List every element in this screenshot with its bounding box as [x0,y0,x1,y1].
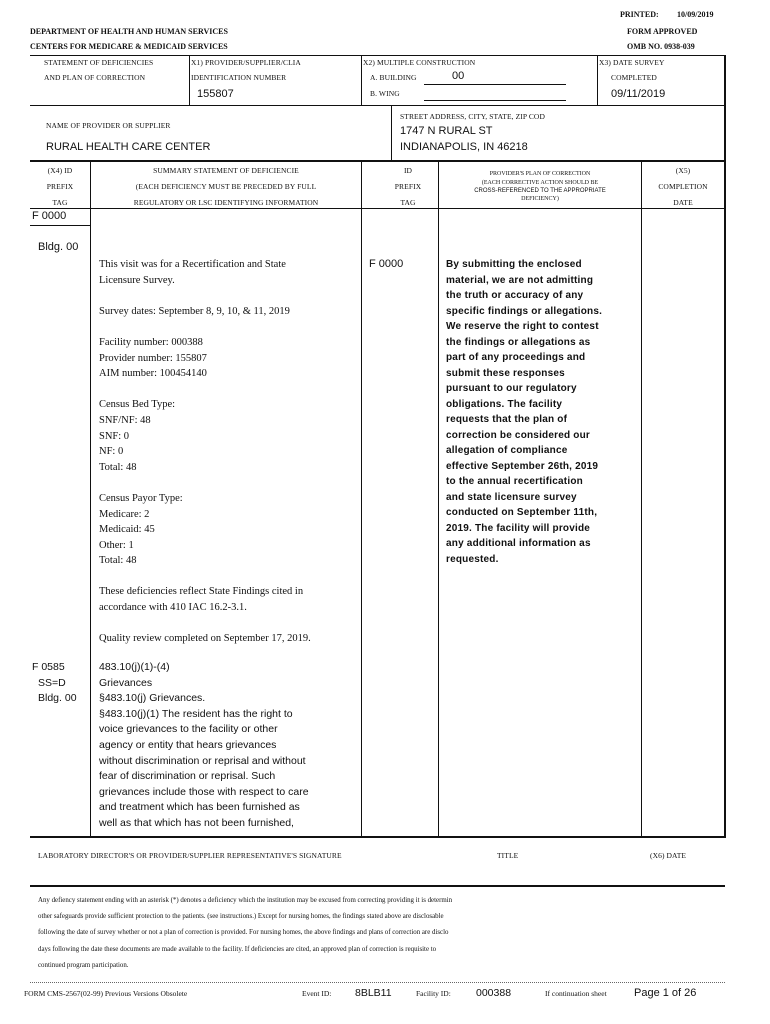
address-label: STREET ADDRESS, CITY, STATE, ZIP COD [400,112,545,121]
provider-name-value: RURAL HEALTH CARE CENTER [46,141,211,153]
summary-line: Medicare: 2 [99,508,150,520]
footnote-line: other safeguards provide sufficient protection to the patients. (see instructions.) Except for nursing homes, the findings stated above are disclosable [38,913,444,921]
summary-line [99,288,311,304]
divider [361,55,362,105]
summary-line: Grievances [99,676,153,689]
plan-line: requests that the plan of [446,414,568,425]
divider [30,160,725,162]
centers-title: CENTERS FOR MEDICARE & MEDICAID SERVICES [30,42,228,51]
id-header: PREFIX [394,182,422,191]
x4-header: TAG [52,198,68,207]
plan-line: allegation of compliance [446,445,568,456]
column-divider [90,160,91,836]
plan-header: DEFICIENCY) [521,196,559,202]
divider [189,55,190,105]
tag-line: Bldg. 00 [38,692,77,704]
tag-line: F 0585 [32,661,65,673]
summary-line [99,382,311,398]
plan-line: specific findings or allegations. [446,305,603,317]
tag-f0000: F 0000 [32,210,67,222]
summary-header: REGULATORY OR LSC IDENTIFYING INFORMATION [133,198,319,207]
tag-line: SS=D [38,676,66,689]
footnote-line: days following the date these documents are made available to the facility. If deficiencies are cited, an approved plan of correction is requisite to [38,945,437,953]
summary-line: This visit was for a Recertification and State [99,259,286,270]
plan-of-correction [446,257,602,567]
plan-line: the findings or allegations as [446,336,591,348]
summary-line: voice grievances to the facility or other [99,723,278,736]
summary-line: Licensure Survey. [99,274,175,286]
column-divider [641,160,642,836]
summary-line [99,319,311,335]
continuation-label: If continuation sheet [545,989,607,998]
plan-line: 2019. The facility will provide [446,522,591,534]
plan-line: and state licensure survey [446,491,577,503]
bldg-label: Bldg. 00 [38,241,79,253]
form-number: FORM CMS-2567(02-99) Previous Versions Obsolete [24,989,188,998]
x4-header: (X4) ID [47,166,73,175]
summary-line [99,569,311,585]
x4-header: PREFIX [46,182,74,191]
summary-line: Other: 1 [99,539,134,551]
page-number: Page 1 of 26 [634,987,697,999]
summary-line: SNF: 0 [99,430,130,442]
tag-f0585 [32,660,77,707]
footer-rule [30,982,725,983]
signature-bottom [30,885,725,887]
plan-line: effective September 26th, 2019 [446,460,599,472]
summary-block-2 [99,660,309,832]
building-underline [424,84,566,85]
provider-id-value: 155807 [197,88,234,100]
x5-header: COMPLETION [658,182,708,191]
plan-line: correction be considered our [446,429,590,441]
plan-line: part of any proceedings and [446,352,586,363]
summary-line: NF: 0 [99,446,124,458]
x5-header: (X5) [675,166,691,175]
top-box-border [30,55,725,56]
summary-line: 483.10(j)(1)-(4) [99,661,170,673]
divider [391,105,392,160]
divider [30,105,725,106]
plan-header: PROVIDER'S PLAN OF CORRECTION [489,171,591,177]
plan-line: requested. [446,553,499,565]
summary-line: §483.10(j) Grievances. [99,692,206,705]
title-label: TITLE [497,851,519,860]
signature-label: LABORATORY DIRECTOR'S OR PROVIDER/SUPPLIER REPRESENTATIVE'S SIGNATURE [38,851,342,860]
summary-line: Total: 48 [99,461,137,473]
summary-header: SUMMARY STATEMENT OF DEFICIENCIE [153,166,299,175]
summary-line [99,616,311,632]
summary-line: AIM number: 100454140 [99,368,207,380]
summary-line: Survey dates: September 8, 9, 10, & 11, 2019 [99,305,290,317]
address-line2: INDIANAPOLIS, IN 46218 [400,141,528,153]
summary-line: Quality review completed on September 17, 2019. [99,633,311,645]
right-border [724,55,726,838]
plan-line: submit these responses [446,367,565,379]
summary-line: fear of discrimination or reprisal. Such [99,770,276,783]
survey-date-value: 09/11/2019 [611,88,666,100]
x3-label: COMPLETED [611,73,657,82]
plan-tag-f0000: F 0000 [369,258,404,270]
column-header-bottom [30,208,725,209]
x2-label: X2) MULTIPLE CONSTRUCTION [363,58,476,67]
footnote [38,893,452,974]
plan-line: the truth or accuracy of any [446,290,584,301]
summary-line: Total: 48 [99,555,137,567]
form-approved: FORM APPROVED [627,27,698,36]
column-divider [438,160,439,836]
date-label: (X6) DATE [650,851,687,860]
printed-label: PRINTED: [620,10,659,19]
event-id-value: 8BLB11 [355,987,392,999]
column-divider [361,160,362,836]
footnote-line: Any defiency statement ending with an asterisk (*) denotes a deficiency which the institution may be excused from correcting providing it is determin [38,897,453,904]
summary-line: and treatment which has been furnished as [99,801,300,814]
plan-line: By submitting the enclosed [446,259,582,270]
summary-line: SNF/NF: 48 [99,414,151,426]
summary-line: These deficiencies reflect State Findings cited in [99,586,304,598]
address-line1: 1747 N RURAL ST [400,125,493,137]
facility-id-label: Facility ID: [416,989,451,998]
plan-line: We reserve the right to contest [446,321,599,332]
omb-number: OMB NO. 0938-039 [627,42,695,51]
footnote-line: continued program participation. [38,961,129,969]
wing-label: B. WING [370,89,400,98]
plan-header: CROSS-REFERENCED TO THE APPROPRIATE [474,188,606,194]
x1-label: X1) PROVIDER/SUPPLIER/CLIA [191,58,301,67]
statement-label: AND PLAN OF CORRECTION [44,73,146,82]
x3-label: X3) DATE SURVEY [599,58,665,67]
summary-line [99,475,311,491]
building-value: 00 [452,70,465,82]
summary-line: without discrimination or reprisal and without [99,754,306,767]
summary-line: well as that which has not been furnished, [99,816,294,829]
plan-line: any additional information as [446,538,591,549]
plan-header: (EACH CORRECTIVE ACTION SHOULD BE [481,180,599,186]
id-header: ID [403,166,413,175]
plan-line: obligations. The facility [446,398,563,410]
plan-line: to the annual recertification [446,476,583,487]
summary-line: Census Payor Type: [99,492,183,504]
summary-header: (EACH DEFICIENCY MUST BE PRECEDED BY FULL [135,182,317,191]
plan-line: conducted on September 11th, [446,507,598,518]
printed-date: 10/09/2019 [677,10,714,19]
building-label: A. BUILDING [370,73,417,82]
wing-underline [424,100,566,101]
summary-line: agency or entity that hears grievances [99,738,277,751]
summary-line: Facility number: 000388 [99,336,203,348]
x1-label: IDENTIFICATION NUMBER [191,73,287,82]
summary-line: grievances include those with respect to care [99,785,309,798]
provider-name-label: NAME OF PROVIDER OR SUPPLIER [46,121,171,130]
summary-block-1 [99,257,311,647]
plan-line: material, we are not admitting [446,274,594,286]
summary-line: §483.10(j)(1) The resident has the right to [99,707,293,720]
summary-line: Medicaid: 45 [99,524,155,536]
id-header: TAG [400,198,416,207]
divider [597,55,598,105]
statement-label: STATEMENT OF DEFICIENCIES [44,58,154,67]
summary-line: Provider number: 155807 [99,352,207,364]
tag-underline [30,225,90,226]
facility-id-value: 000388 [476,987,512,999]
department-title: DEPARTMENT OF HEALTH AND HUMAN SERVICES [30,27,228,36]
summary-line: accordance with 410 IAC 16.2-3.1. [99,602,247,614]
body-bottom [30,836,725,838]
footnote-line: following the date of survey whether or not a plan of correction is provided. For nursing homes, the above findings and plans of correction are disclo [38,929,449,937]
plan-line: pursuant to our regulatory [446,383,577,394]
summary-line: Census Bed Type: [99,399,176,411]
x5-header: DATE [673,198,693,207]
event-id-label: Event ID: [302,989,332,998]
